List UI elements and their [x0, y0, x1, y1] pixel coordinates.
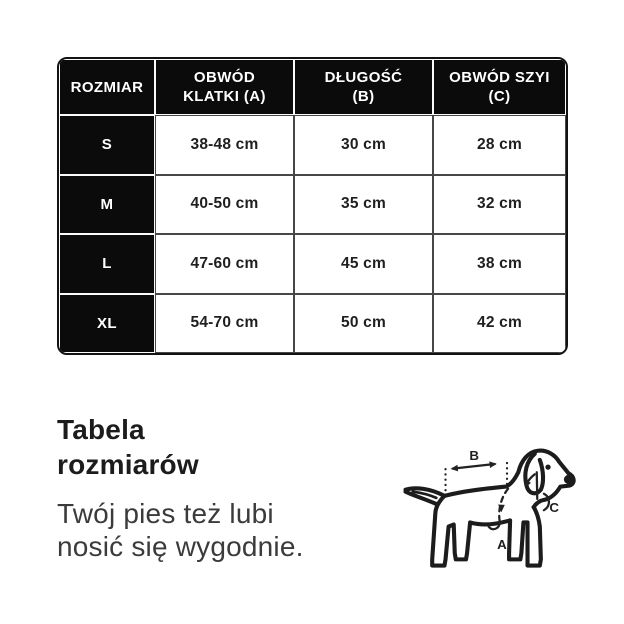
column-header-rozmiar: [59, 59, 155, 115]
arrow-b-line: [453, 464, 495, 469]
column-header-line: ROZMIAR: [70, 78, 144, 96]
dog-eye: [545, 464, 550, 469]
label-b: B: [469, 447, 480, 463]
size-cell-l: L: [59, 234, 155, 294]
length-cell-s: 30 cm: [294, 115, 433, 175]
dog-head: [445, 451, 574, 508]
neck-cell-m: 32 cm: [433, 175, 566, 235]
neck-arc: [544, 494, 549, 510]
chest-cell-l: 47-60 cm: [155, 234, 294, 294]
section-subtext: Twój pies też lubi nosić się wygodnie.: [57, 498, 304, 562]
column-header-line: KLATKI (A): [183, 88, 266, 105]
size-cell-xl: XL: [59, 294, 155, 354]
chest-cell-s: 38-48 cm: [155, 115, 294, 175]
column-header-obwod-klatki: [155, 59, 294, 115]
neck-line: [537, 472, 538, 499]
length-cell-xl: 50 cm: [294, 294, 433, 354]
dog-nose: [564, 475, 575, 485]
neck-cell-xl: 42 cm: [433, 294, 566, 354]
size-cell-m: M: [59, 175, 155, 235]
chest-cell-xl: 54-70 cm: [155, 294, 294, 354]
column-header-dlugosc: [294, 59, 433, 115]
size-table: [57, 57, 568, 355]
column-header-line: OBWÓD SZYI: [449, 69, 550, 86]
column-header-line: OBWÓD: [193, 69, 256, 86]
length-cell-l: 45 cm: [294, 234, 433, 294]
column-header-obwod-szyi: [433, 59, 566, 115]
column-header-line: DŁUGOŚĆ: [324, 69, 403, 86]
dog-body: [432, 496, 541, 566]
neck-cell-l: 38 cm: [433, 234, 566, 294]
size-cell-s: S: [59, 115, 155, 175]
length-cell-m: 35 cm: [294, 175, 433, 235]
column-header-line: (C): [488, 88, 511, 105]
label-c: C: [549, 500, 559, 516]
neck-cell-s: 28 cm: [433, 115, 566, 175]
caption-block: [57, 412, 387, 563]
section-title: Tabela rozmiarów: [57, 414, 199, 480]
column-header-line: (B): [352, 88, 375, 105]
dog-measurement-diagram: [383, 426, 588, 580]
chest-cell-m: 40-50 cm: [155, 175, 294, 235]
label-a: A: [497, 537, 507, 553]
